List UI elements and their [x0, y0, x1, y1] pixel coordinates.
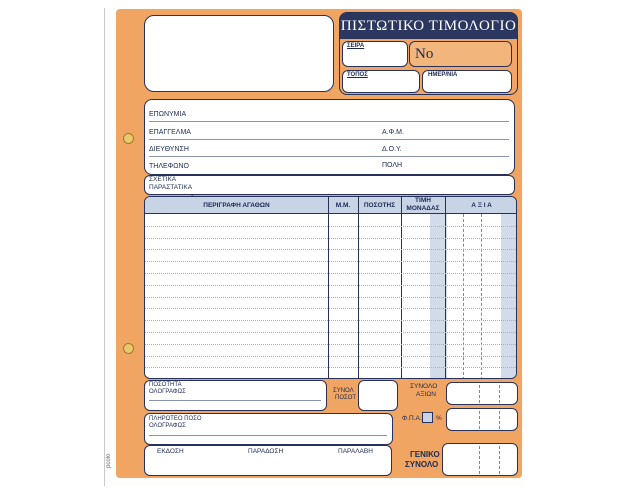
number-field[interactable] — [409, 41, 512, 67]
total-qty-label-1: ΣΥΝΟΛ — [333, 388, 354, 394]
table-row — [145, 356, 517, 357]
issue-label: ΕΚΔΟΣΗ — [157, 448, 184, 455]
decimal-divider — [499, 385, 500, 403]
document-title: ΠΙΣΤΩΤΙΚΟ ΤΙΜΟΛΟΓΙΟ — [340, 18, 517, 34]
date-field[interactable] — [422, 70, 512, 93]
decimal-divider — [479, 446, 480, 474]
col-value: Α Ξ Ι Α — [471, 202, 492, 209]
col-divider — [445, 197, 446, 379]
decimal-divider — [499, 446, 500, 474]
afm-label: Α.Φ.Μ. — [382, 129, 404, 136]
place-field[interactable] — [342, 70, 420, 93]
address-line[interactable] — [149, 156, 509, 157]
doy-label: Δ.Ο.Υ. — [382, 146, 402, 153]
brand-mark: pcolo — [106, 453, 112, 468]
payable-words-label-1: ΠΛΗΡΩΤΕΟ ΠΟΣΟ — [149, 416, 202, 422]
table-row — [145, 285, 517, 286]
signatures-box — [144, 445, 392, 476]
decimal-divider — [479, 411, 480, 429]
table-row — [145, 261, 517, 262]
total-value-field[interactable] — [446, 382, 518, 405]
related-docs-box[interactable] — [144, 175, 515, 195]
grand-total-label-2: ΣΥΝΟΛΟ — [405, 460, 439, 469]
total-value-label-2: ΑΞΙΩΝ — [416, 391, 436, 398]
title-bar — [340, 13, 517, 39]
receipt-label: ΠΑΡΑΛΑΒΗ — [338, 448, 373, 455]
decimal-divider — [479, 385, 480, 403]
delivery-label: ΠΑΡΑΔΟΣΗ — [248, 448, 284, 455]
grand-total-label-1: ΓΕΝΙΚΟ — [410, 450, 440, 459]
table-row — [145, 238, 517, 239]
col-divider — [358, 197, 359, 379]
date-label: ΗΜΕΡ/ΝΙΑ — [428, 72, 458, 78]
vat-rate-field[interactable] — [422, 412, 433, 423]
related-docs-label-2: ΠΑΡΑΣΤΑΤΙΚΑ — [149, 184, 193, 191]
table-row — [145, 226, 517, 227]
quantity-words-label-2: ΟΛΟΓΡΑΦΩΣ — [149, 389, 186, 395]
issuer-box[interactable] — [144, 15, 334, 92]
table-row — [145, 308, 517, 309]
col-divider — [401, 197, 402, 379]
col-unit: Μ.Μ. — [335, 202, 351, 209]
table-row — [145, 367, 517, 368]
quantity-words-box[interactable] — [144, 380, 327, 411]
col-quantity: ΠΟΣΟΤΗΣ — [363, 202, 396, 209]
payable-words-label-2: ΟΛΟΓΡΑΦΩΣ — [149, 423, 186, 429]
vat-label: Φ.Π.Α. — [402, 415, 422, 422]
table-row — [145, 332, 517, 333]
total-qty-field[interactable] — [358, 380, 398, 411]
grand-total-field[interactable] — [442, 443, 518, 476]
related-docs-label-1: ΣΧΕΤΙΚΑ — [149, 176, 177, 183]
col-divider — [328, 197, 329, 379]
series-label: ΣΕΙΡΑ — [347, 43, 365, 49]
table-row — [145, 249, 517, 250]
table-row — [145, 297, 517, 298]
table-row — [145, 320, 517, 321]
city-label: ΠΟΛΗ — [382, 162, 403, 169]
series-field[interactable] — [342, 41, 408, 67]
number-label: No — [415, 46, 434, 62]
quantity-words-line — [149, 400, 321, 401]
name-label: ΕΠΩΝΥΜΙΑ — [149, 111, 187, 118]
vat-percent: % — [436, 415, 442, 422]
name-line[interactable] — [149, 121, 509, 122]
payable-words-box[interactable] — [144, 413, 393, 445]
binder-hole-top — [123, 133, 134, 144]
customer-box — [144, 99, 515, 175]
col-unit-price-2: ΜΟΝΑΔΑΣ — [406, 205, 440, 212]
col-unit-price-1: ΤΙΜΗ — [415, 197, 431, 204]
col-description: ΠΕΡΙΓΡΑΦΗ ΑΓΑΘΩΝ — [203, 202, 270, 209]
profession-line[interactable] — [149, 139, 509, 140]
quantity-words-label-1: ΠΟΣΟΤΗΤΑ — [149, 382, 182, 388]
decimal-divider — [499, 411, 500, 429]
total-qty-label-2: ΠΟΣΟΤ — [335, 395, 357, 401]
table-row — [145, 273, 517, 274]
place-label: ΤΟΠΟΣ — [347, 72, 368, 78]
items-table — [144, 196, 517, 379]
phone-label: ΤΗΛΕΦΩΝΟ — [149, 163, 189, 170]
address-label: ΔΙΕΥΘΥΝΣΗ — [149, 146, 189, 153]
table-row — [145, 344, 517, 345]
profession-label: ΕΠΑΓΓΕΛΜΑ — [149, 129, 191, 136]
binder-hole-bottom — [123, 343, 134, 354]
payable-words-line — [149, 435, 387, 436]
vat-amount-field[interactable] — [446, 408, 518, 431]
total-value-label-1: ΣΥΝΟΛΟ — [410, 383, 438, 390]
